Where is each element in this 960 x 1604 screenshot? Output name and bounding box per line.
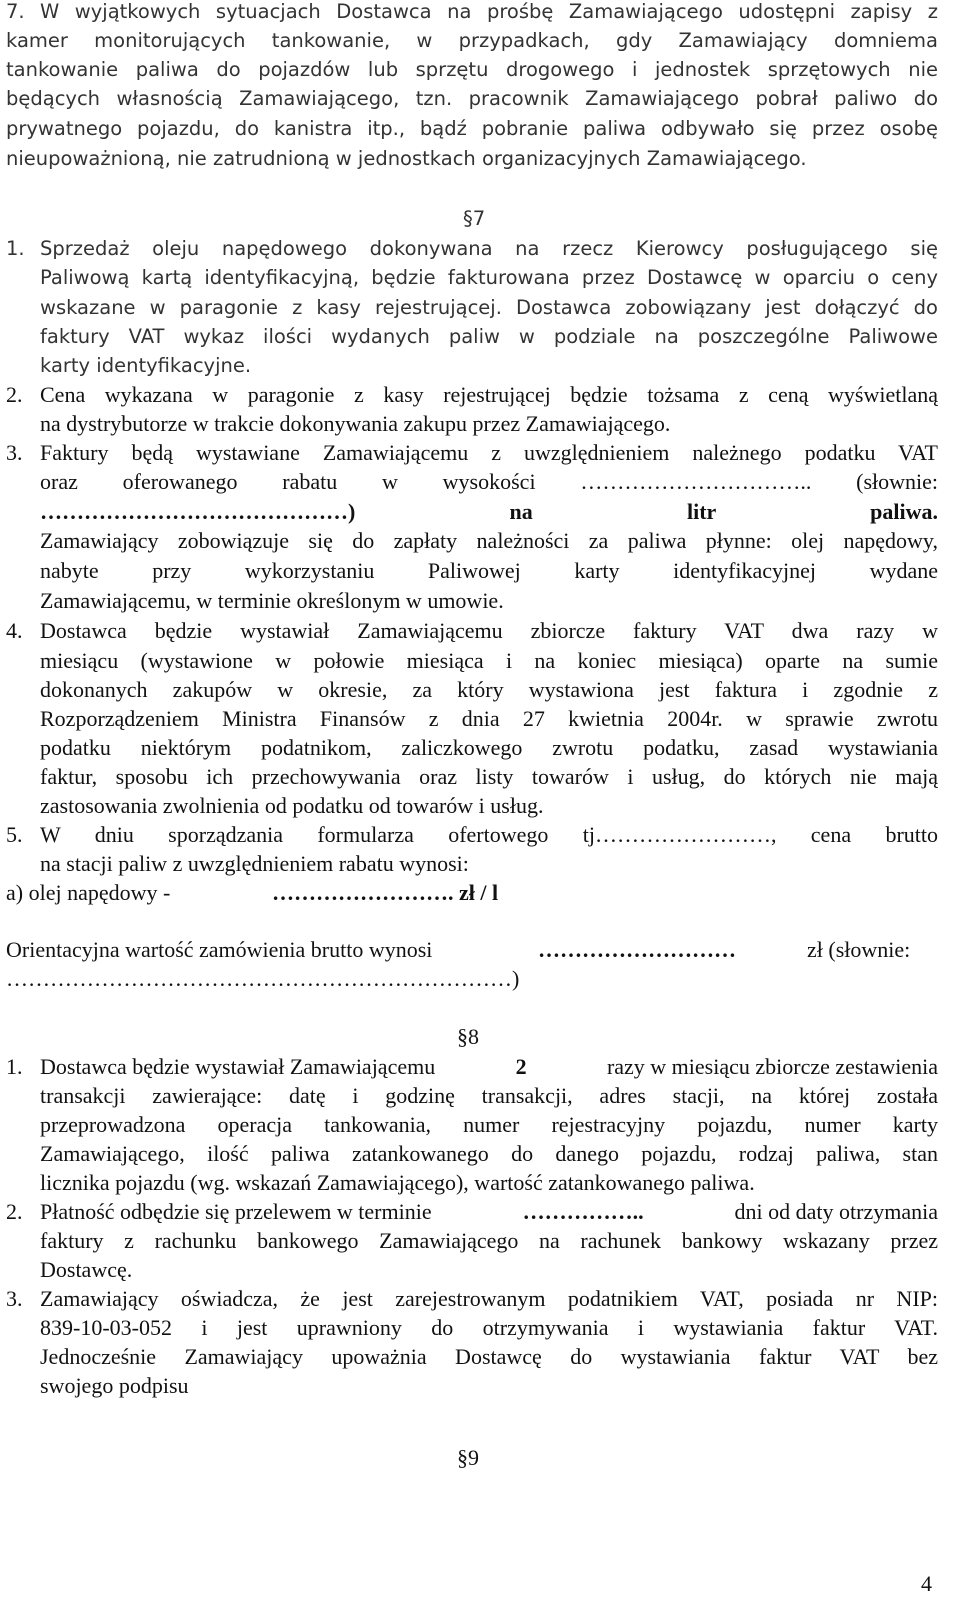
clause-7-line: tankowanie paliwa do pojazdów lub sprzętu drogowego i jednostek sprzętowych nie: [6, 58, 938, 81]
order-value-words: ……………………………………………………………): [6, 966, 520, 991]
item-line: faktur, sposobu ich przechowywania oraz listy towarów i usług, do których nie mają: [40, 764, 938, 789]
clause-7-number: 7.: [6, 0, 25, 23]
clause-7-line: będących własnością Zamawiającego, tzn. pracownik Zamawiającego pobrał paliwo do: [6, 87, 938, 110]
item-line-mixed: [40, 1054, 938, 1080]
order-value-amount: ………………………: [538, 937, 736, 962]
item-number: 5.: [6, 822, 23, 847]
item-line: W dniu sporządzania formularza ofertowego tj……………………, cena brutto: [40, 822, 938, 847]
item-line: Faktury będą wystawiane Zamawiającemu z uwzględnieniem należnego podatku VAT: [40, 440, 938, 465]
item-line: podatku niektórym podatnikom, zaliczkowego zwrotu podatku, zasad wystawiania: [40, 735, 938, 760]
item-number: 3.: [6, 440, 23, 465]
item-line: 839-10-03-052 i jest uprawniony do otrzymywania i wystawiania faktur VAT.: [40, 1315, 938, 1340]
item-line: Dostawca będzie wystawiał Zamawiającemu zbiorcze faktury VAT dwa razy w: [40, 618, 938, 643]
order-value-label: Orientacyjna wartość zamówienia brutto wynosi: [6, 937, 433, 962]
section-7-heading: §7: [463, 207, 486, 230]
item-line: Zamawiający oświadcza, że jest zarejestrowanym podatnikiem VAT, posiada nr NIP:: [40, 1286, 938, 1311]
item-line: Sprzedaż oleju napędowego dokonywana na rzecz Kierowcy posługującego się: [40, 237, 938, 260]
item-line: Paliwową kartą identyfikacyjną, będzie fakturowana przez Dostawcę w oparciu o ceny: [40, 266, 938, 289]
item-number: 2.: [6, 382, 23, 407]
item-line: Jednocześnie Zamawiający upoważnia Dostawcę do wystawiania faktur VAT bez: [40, 1344, 938, 1369]
item-line: nabyte przy wykorzystaniu Paliwowej karty identyfikacyjnej wydane: [40, 558, 938, 583]
item-line: faktury z rachunku bankowego Zamawiającego na rachunek bankowy wskazany przez: [40, 1228, 938, 1253]
item-emphasis: ……………..: [522, 1199, 644, 1224]
item-line: dokonanych zakupów w okresie, za który wystawiona jest faktura i zgodnie z: [40, 677, 938, 702]
item-text: dni od daty otrzymania: [734, 1199, 938, 1224]
item-line: Cena wykazana w paragonie z kasy rejestrującej będzie tożsama z ceną wyświetlaną: [40, 382, 938, 407]
item-line: zastosowania zwolnienia od podatku od towarów i usług.: [40, 793, 544, 818]
clause-7-line: W wyjątkowych sytuacjach Dostawca na prośbę Zamawiającego udostępni zapisy z: [40, 0, 938, 23]
item-line-mixed: [40, 1199, 938, 1225]
item-line: wskazane w paragonie z kasy rejestrującej. Dostawca zobowiązany jest dołączyć do: [40, 296, 938, 319]
item-line: Dostawcę.: [40, 1257, 133, 1282]
item-line: karty identyfikacyjne.: [40, 354, 252, 377]
item-line: Rozporządzeniem Ministra Finansów z dnia 27 kwietnia 2004r. w sprawie zwrotu: [40, 706, 938, 731]
item-line: swojego podpisu: [40, 1373, 189, 1398]
item-number: 3.: [6, 1286, 23, 1311]
item-line: Zamawiającemu, w terminie określonym w umowie.: [40, 588, 504, 613]
fuel-price-value: ……………………. zł / l: [272, 880, 499, 905]
item-line: ……………………………………) na litr paliwa.: [40, 499, 938, 524]
item-line: przeprowadzona operacja tankowania, numer rejestracyjny pojazdu, numer karty: [40, 1112, 938, 1137]
item-line: Zamawiającego, ilość paliwa zatankowanego do danego pojazdu, rodzaj paliwa, stan: [40, 1141, 938, 1166]
clause-7-line: prywatnego pojazdu, do kanistra itp., bądź pobranie paliwa odbywało się przez osobę: [6, 117, 938, 140]
item-line: transakcji zawierające: datę i godzinę transakcji, adres stacji, na której została: [40, 1083, 938, 1108]
item-number: 1.: [6, 1054, 23, 1079]
item-line: Zamawiający zobowiązuje się do zapłaty należności za paliwa płynne: olej napędowy,: [40, 528, 938, 553]
section-9-heading: §9: [457, 1445, 479, 1470]
clause-7-line: kamer monitorujących tankowanie, w przypadkach, gdy Zamawiający domniema: [6, 29, 938, 52]
fuel-price-label: a) olej napędowy -: [6, 880, 171, 905]
item-number: 4.: [6, 618, 23, 643]
item-line: na stacji paliw z uwzględnieniem rabatu wynosi:: [40, 851, 469, 876]
item-text: razy w miesiącu zbiorcze zestawienia: [606, 1054, 938, 1079]
item-number: 1.: [6, 237, 25, 260]
item-line: licznika pojazdu (wg. wskazań Zamawiającego), wartość zatankowanego paliwa.: [40, 1170, 755, 1195]
order-value-suffix: zł (słownie:: [807, 937, 911, 962]
section-8-heading: §8: [457, 1024, 479, 1049]
item-number: 2.: [6, 1199, 23, 1224]
item-line: na dystrybutorze w trakcie dokonywania zakupu przez Zamawiającego.: [40, 411, 671, 436]
item-text: Dostawca będzie wystawiał Zamawiającemu: [40, 1054, 436, 1079]
clause-7-line: nieupoważnioną, nie zatrudnioną w jednostkach organizacyjnych Zamawiającego.: [6, 147, 807, 170]
item-line: miesiącu (wystawione w połowie miesiąca i na koniec miesiąca) oparte na sumie: [40, 648, 938, 673]
item-line: oraz oferowanego rabatu w wysokości ………………………….. (słownie:: [40, 469, 938, 494]
item-line: faktury VAT wykaz ilości wydanych paliw w podziale na poszczególne Paliwowe: [40, 325, 938, 348]
item-emphasis: 2: [515, 1054, 527, 1079]
item-text: Płatność odbędzie się przelewem w terminie: [40, 1199, 432, 1224]
page-number: 4: [921, 1571, 932, 1596]
